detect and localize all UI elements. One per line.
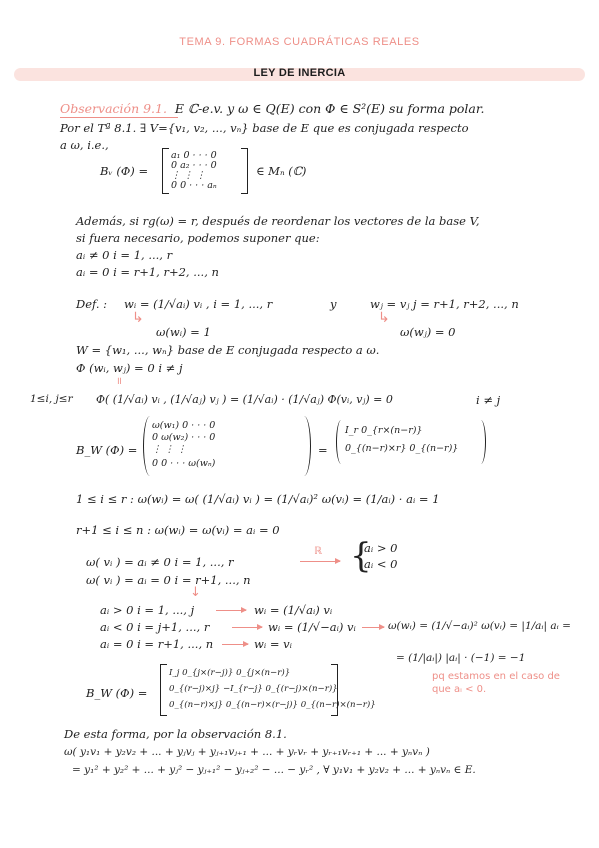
arrow-icon [362, 627, 384, 628]
brace-icon: { [350, 536, 372, 576]
def-basis: W = {w₁, ..., wₙ} base de E conjugada respecto a ω. [76, 343, 380, 357]
observation-underline [60, 117, 178, 118]
curved-arrow-icon: ↳ [378, 310, 390, 326]
def-result2: ω(wⱼ) = 0 [400, 325, 456, 339]
bv-membership: ∈ Mₙ (ℂ) [256, 164, 307, 178]
bw1-row: ⋮ ⋮ ⋮ [152, 444, 187, 455]
equality-mark: ॥ [116, 376, 122, 387]
ademas-line2: si fuera necesario, podemos suponer que: [76, 231, 320, 245]
real-negative: aᵢ < 0 [364, 557, 398, 571]
case2-calc: ω(wᵢ) = (1/√−aᵢ)² ω(vᵢ) = |1/aᵢ| aᵢ = [388, 620, 571, 632]
observation-label: Observación 9.1. [60, 101, 167, 116]
bw2-label: B_W (Φ) = [86, 686, 148, 700]
def-wi: wᵢ = (1/√aᵢ) vᵢ , i = 1, ..., r [124, 297, 273, 311]
down-arrow-icon: ↓ [190, 585, 201, 600]
calc1-equation: Φ( (1/√aᵢ) vᵢ , (1/√aⱼ) vⱼ ) = (1/√aᵢ) · (1/√aⱼ) Φ(vᵢ, vⱼ) = 0 [96, 393, 393, 406]
bw1-row: ω(w₁) 0 · · · 0 [152, 420, 216, 431]
condition-nonzero: aᵢ ≠ 0 i = 1, ..., r [76, 248, 173, 262]
bw1-block-row: 0_{(n−r)×r} 0_{(n−r)} [345, 443, 459, 454]
bw1-matrix [143, 416, 311, 476]
conclusion-line2: ω( y₁v₁ + y₂v₂ + ... + yⱼvⱼ + yⱼ₊₁vⱼ₊₁ + ... + yᵣvᵣ + yᵣ₊₁vᵣ₊₁ + ... + yₙvₙ ) [64, 746, 430, 758]
real-positive: aᵢ > 0 [364, 541, 398, 555]
bw2-row: 0_{(n−r)×j} 0_{(n−r)×(r−j)} 0_{(n−r)×(n−r)} [169, 700, 376, 710]
bv-label: Bᵥ (Φ) = [100, 164, 149, 178]
real-line1: ω( vᵢ ) = aᵢ ≠ 0 i = 1, ..., r [86, 555, 234, 569]
bv-row: ⋮ ⋮ ⋮ [171, 170, 206, 181]
bv-row: 0 0 · · · aₙ [171, 180, 217, 191]
real-line2: ω( vᵢ ) = aᵢ = 0 i = r+1, ..., n [86, 573, 251, 587]
observation-line3: a ω, i.e., [60, 138, 109, 152]
bw1-block-row: I_r 0_{r×(n−r)} [345, 425, 423, 436]
bw2-matrix [160, 664, 376, 716]
curved-arrow-icon: ↳ [132, 310, 144, 326]
conclusion-line3: = y₁² + y₂² + ... + yⱼ² − yⱼ₊₁² − yⱼ₊₂² − ... − yᵣ² , ∀ y₁v₁ + y₂v₂ + ... + yₙvₙ ∈ E. [72, 764, 476, 776]
arrow-icon [300, 561, 340, 562]
arrow-icon [222, 644, 248, 645]
ademas-line1: Además, si rg(ω) = r, después de reordenar los vectores de la base V, [76, 214, 480, 228]
bw1-equals: = [318, 443, 328, 457]
section-title: LEY DE INERCIA [253, 67, 346, 79]
observation-text: E ℂ-e.v. y ω ∈ Q(E) con Φ ∈ S²(E) su forma polar. [174, 101, 485, 116]
bv-row: 0 a₂ · · · 0 [171, 160, 217, 171]
bv-row: a₁ 0 · · · 0 [171, 150, 217, 161]
case1: aᵢ > 0 i = 1, ..., j [100, 603, 195, 617]
bw1-row: 0 0 · · · ω(wₙ) [152, 458, 216, 469]
real-field-label: ℝ [314, 546, 322, 557]
def-phi: Φ (wᵢ, wⱼ) = 0 i ≠ j [76, 361, 183, 375]
bw1-row: 0 ω(w₂) · · · 0 [152, 432, 216, 443]
case2-result: wᵢ = (1/√−aᵢ) vᵢ [268, 620, 356, 634]
calc1-range: 1≤i, j≤r [30, 393, 73, 405]
case2: aᵢ < 0 i = j+1, ..., r [100, 620, 210, 634]
condition-zero: aᵢ = 0 i = r+1, r+2, ..., n [76, 265, 219, 279]
calc1-condition: i ≠ j [476, 393, 501, 407]
observation-line2: Por el Tª 8.1. ∃ V={v₁, v₂, ..., vₙ} base de E que es conjugada respecto [60, 121, 469, 135]
note-line2: que aᵢ < 0. [432, 684, 487, 695]
bv-matrix [162, 148, 248, 194]
case3: aᵢ = 0 i = r+1, ..., n [100, 637, 214, 651]
calc2-line2: r+1 ≤ i ≤ n : ω(wᵢ) = ω(vᵢ) = aᵢ = 0 [76, 523, 280, 537]
def-y: y [330, 297, 337, 311]
def-label: Def. : [76, 297, 108, 311]
bw1-block-matrix [336, 420, 486, 464]
case1-result: wᵢ = (1/√aᵢ) vᵢ [254, 603, 333, 617]
def-result1: ω(wᵢ) = 1 [156, 325, 211, 339]
observation-line [60, 101, 484, 116]
case2-calc2: = (1/|aᵢ|) |aᵢ| · (−1) = −1 [396, 652, 526, 664]
conclusion-line1: De esta forma, por la observación 8.1. [64, 727, 287, 741]
note-line1: pq estamos en el caso de [432, 671, 560, 682]
bw2-row: 0_{(r−j)×j} −I_{r−j} 0_{(r−j)×(n−r)} [169, 684, 338, 694]
document-header: TEMA 9. FORMAS CUADRÁTICAS REALES [179, 36, 420, 48]
calc2-line1: 1 ≤ i ≤ r : ω(wᵢ) = ω( (1/√aᵢ) vᵢ ) = (1/√aᵢ)² ω(vᵢ) = (1/aᵢ) · aᵢ = 1 [76, 492, 440, 506]
arrow-icon [216, 610, 246, 611]
case3-result: wᵢ = vᵢ [254, 637, 292, 651]
arrow-icon [232, 627, 262, 628]
bw2-row: I_j 0_{j×(r−j)} 0_{j×(n−r)} [169, 668, 291, 678]
bw1-label: B_W (Φ) = [76, 443, 138, 457]
def-wj: wⱼ = vⱼ j = r+1, r+2, ..., n [370, 297, 519, 311]
